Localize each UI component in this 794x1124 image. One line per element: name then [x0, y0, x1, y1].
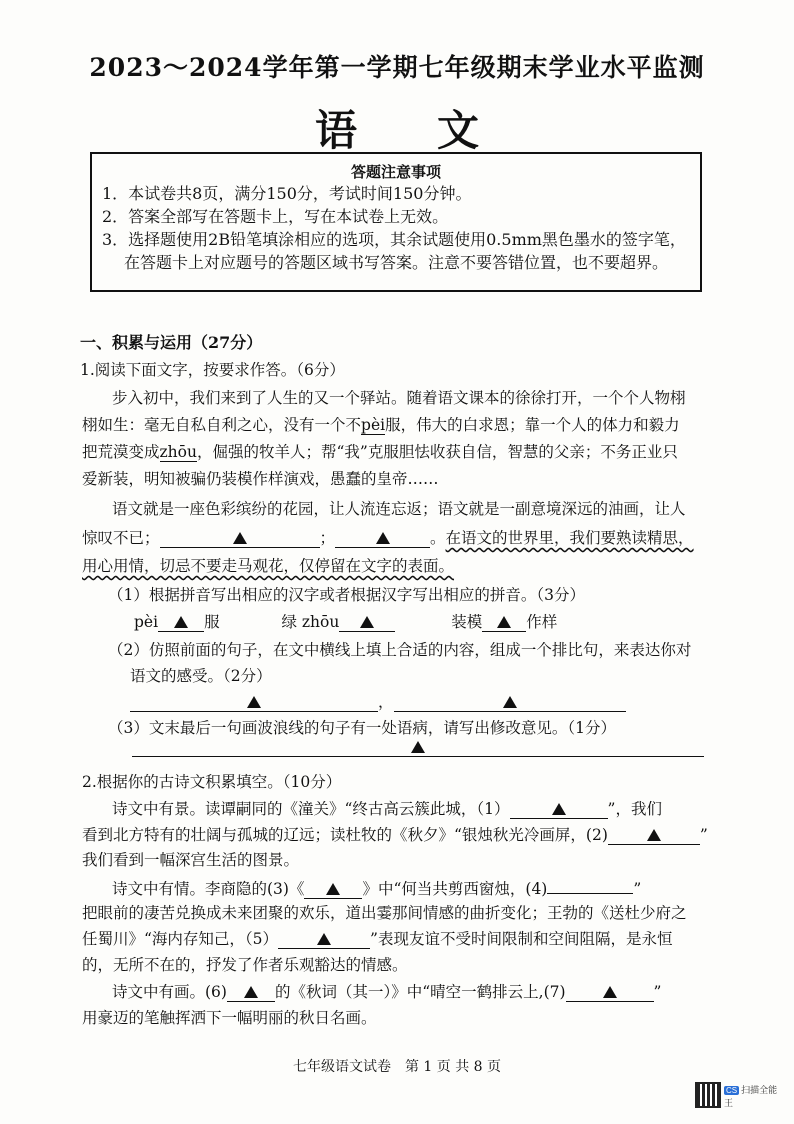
- notice-item-3-cont: 在答题卡上对应题号的答题区域书写答案。注意不要答错位置，也不要超界。: [124, 253, 669, 272]
- q1-sub3-answer: [132, 738, 704, 757]
- pinyin-pei: pèi: [361, 416, 386, 434]
- scanner-watermark: CS 扫描全能王: [724, 1085, 778, 1108]
- q1-p2-line1: 语文就是一座色彩缤纷的花园，让人流连忘返；语文就是一副意境深远的油画，让人: [112, 500, 686, 518]
- q2-s1-line3: 我们看到一幅深宫生活的图景。: [82, 851, 300, 869]
- notice-title: 答题注意事项: [350, 163, 441, 181]
- subject-title: 语文: [314, 106, 559, 155]
- triangle-marker-icon: [647, 829, 661, 841]
- camscanner-logo-icon: CS: [726, 1086, 738, 1095]
- triangle-marker-icon: [174, 616, 188, 628]
- triangle-marker-icon: [376, 532, 390, 544]
- q2-s2-line1: 诗文中有情。李商隐的(3)《 》中“何当共剪西窗烛，(4) ”: [112, 875, 641, 899]
- q1-sub2-line2: 语文的感受。（2分）: [130, 667, 272, 685]
- q1-sub1: （1）根据拼音写出相应的汉字或者根据汉字写出相应的拼音。（3分）: [108, 586, 585, 604]
- triangle-marker-icon: [317, 933, 331, 945]
- wavy-sentence-part2: 用心用情，切忌不要走马观花，仅停留在文字的表面。: [82, 557, 455, 575]
- triangle-marker-icon: [603, 986, 617, 998]
- q1-p2-line3: [82, 554, 454, 576]
- answer-blank-parallel-2[interactable]: [394, 693, 626, 712]
- q2-stem: 2.根据你的古诗文积累填空。（10分）: [82, 773, 342, 791]
- wavy-sentence-part1: 在语文的世界里，我们要熟读精思，: [445, 529, 694, 547]
- triangle-marker-icon: [247, 696, 261, 708]
- answer-blank-mo[interactable]: [482, 613, 526, 632]
- answer-blank-q2-7[interactable]: [566, 983, 654, 1002]
- q2-s1-line2: 看到北方特有的壮阔与孤城的辽远；读杜牧的《秋夕》“银烛秋光冷画屏，(2) ”: [82, 826, 708, 844]
- q2-s3-line2: 用豪迈的笔触挥洒下一幅明丽的秋日名画。: [82, 1009, 377, 1027]
- answer-blank-q2-2[interactable]: [608, 826, 700, 845]
- q2-s1-line1: 诗文中有景。读谭嗣同的《潼关》“终古高云簇此城，（1） ”，我们: [112, 800, 662, 818]
- answer-blank-q2-6[interactable]: [227, 983, 275, 1002]
- notice-box: [90, 152, 702, 292]
- page-footer: 七年级语文试卷 第 1 页 共 8 页: [292, 1059, 502, 1075]
- triangle-marker-icon: [411, 741, 425, 753]
- q1-sub1-answers: pèi 服 绿 zhōu 装模 作样: [134, 613, 558, 631]
- triangle-marker-icon: [503, 696, 517, 708]
- notice-item-2: 2．答案全部写在答题卡上，写在本试卷上无效。: [102, 207, 449, 226]
- answer-blank-zhou[interactable]: [339, 613, 395, 632]
- qr-code-icon: [695, 1082, 721, 1108]
- q1-stem: 1.阅读下面文字，按要求作答。（6分）: [80, 361, 345, 379]
- q2-s2-line4: 的，无所不在的，抒发了作者乐观豁达的情感。: [82, 956, 408, 974]
- q2-s2-line3: 任蜀川》“海内存知己，（5） ”表现友谊不受时间限制和空间阻隔，是永恒: [82, 930, 673, 948]
- notice-item-3: 3．选择题使用2B铅笔填涂相应的选项，其余试题使用0.5mm黑色墨水的签字笔，: [102, 230, 686, 249]
- answer-blank-a[interactable]: [160, 529, 320, 548]
- answer-blank-b[interactable]: [335, 529, 430, 548]
- q2-s3-line1: 诗文中有画。(6) 的《秋词（其一）》中“晴空一鹤排云上,(7) ”: [112, 983, 662, 1001]
- triangle-marker-icon: [360, 616, 374, 628]
- answer-blank-q2-1[interactable]: [510, 800, 608, 819]
- triangle-marker-icon: [552, 803, 566, 815]
- triangle-marker-icon: [244, 986, 258, 998]
- q1-p1-line3: 把荒漠变成zhōu，倔强的牧羊人；帮“我”克服胆怯收获自信，智慧的父亲；不务正业只: [82, 443, 678, 461]
- triangle-marker-icon: [497, 616, 511, 628]
- q1-p1-line2: 栩如生：毫无自私自利之心，没有一个不pèi服，伟大的白求恩；靠一个人的体力和毅力: [82, 416, 680, 434]
- section-1-title: 一、积累与运用（27分）: [80, 333, 263, 352]
- triangle-marker-icon: [326, 883, 340, 895]
- triangle-marker-icon: [233, 532, 247, 544]
- q1-sub3: （3）文末最后一句画波浪线的句子有一处语病，请写出修改意见。（1分）: [108, 719, 616, 737]
- answer-blank-parallel-1[interactable]: [130, 693, 378, 712]
- exam-title: 2023～2024学年第一学期七年级期末学业水平监测: [89, 53, 705, 82]
- pinyin-zhou: zhōu: [159, 443, 197, 461]
- q2-s2-line2: 把眼前的凄苦兑换成未来团聚的欢乐，道出霎那间情感的曲折变化；王勃的《送杜少府之: [82, 904, 687, 922]
- answer-blank-correction[interactable]: [132, 738, 704, 757]
- answer-blank-q2-4[interactable]: [547, 875, 633, 894]
- q1-sub2-answer: ，: [130, 690, 626, 712]
- answer-blank-q2-5[interactable]: [278, 930, 370, 949]
- q1-sub2-line1: （2）仿照前面的句子，在文中横线上填上合适的内容，组成一个排比句，来表达你对: [108, 641, 692, 659]
- q1-p2-line2: 惊叹不已； ； 。在语文的世界里，我们要熟读精思，: [82, 529, 694, 547]
- notice-item-1: 1．本试卷共8页，满分150分，考试时间150分钟。: [102, 184, 472, 203]
- q1-p1-line1: 步入初中，我们来到了人生的又一个驿站。随着语文课本的徐徐打开，一个个人物栩: [112, 389, 686, 407]
- q1-p1-line4: 爱新装，明知被骗仍装模作样演戏，愚蠢的皇帝……: [82, 470, 439, 488]
- answer-blank-q2-3[interactable]: [304, 880, 362, 899]
- answer-blank-pei[interactable]: [158, 613, 204, 632]
